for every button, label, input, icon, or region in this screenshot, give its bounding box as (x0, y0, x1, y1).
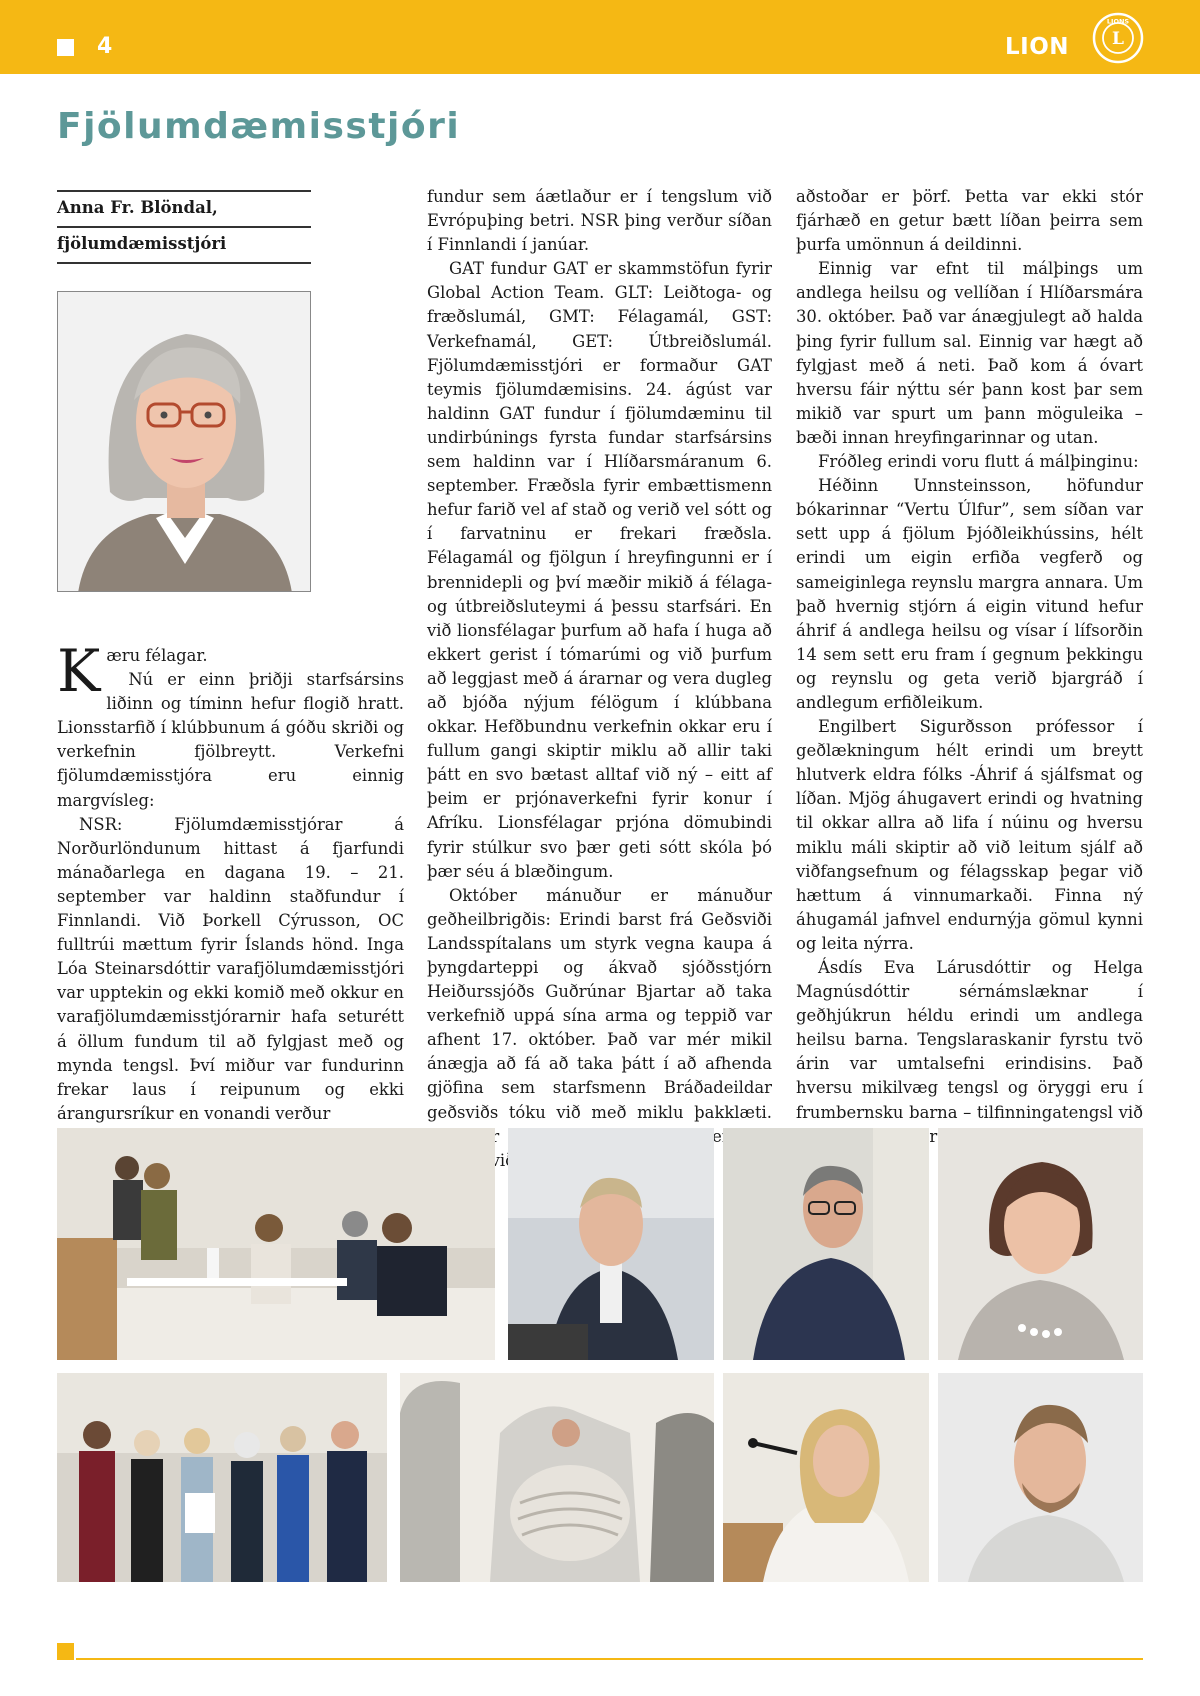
paragraph: Engilbert Sigurðsson prófessor í geðlækningum hélt erindi um breytt hlutverk eldra fólks -Áhrif á sjálfsmat og líðan. Mjög áhugavert erindi og hvatning til okkar allra að lifa í núinu og hversu miklu máli skiptir að við leitum sjálf að viðfangsefnum og félagsskap þegar við hættum á vinnumarkaði. Finna ný áhugamál jafnvel endurnýja gömul kynni og leita nýrra. (796, 717, 1143, 953)
photo-weighted-blanket (400, 1373, 714, 1582)
footer-rule (76, 1658, 1143, 1660)
paragraph: Einnig var efnt til málþings um andlega heilsu og vellíðan í Hlíðarsmára 30. október. Það var ánægjulegt að halda þing fyrir fullum sal. Einnig var hægt að fylgjast með á neti. Það kom á óvart hversu fáir nýttu sér þann kost þar sem mikið var spurt um þann möguleika – bæði innan hreyfingarinnar og utan. (796, 259, 1143, 447)
author-name: Anna Fr. Blöndal, (57, 198, 218, 217)
paragraph: Nú er einn þriðji starfsársins liðinn og tíminn hefur flogið hratt. Lionsstarfið í klúbbunum á góðu skriði og verkefnin fjölbreytt. Verkefni fjölumdæmisstjóra eru einnig margvísleg: (57, 670, 404, 810)
footer-square-marker (57, 1643, 74, 1660)
photo-man-with-glasses (723, 1128, 929, 1360)
header-square-marker (57, 39, 74, 56)
logo-ring-text: LIONS (1106, 17, 1130, 26)
paragraph: NSR: Fjölumdæmisstjórar á Norðurlöndunum hittast á fjarfundi mánaðarlega en dagana 19. – 21. september var haldinn staðfundur í Finnlandi. Við Þorkell Cýrusson, OC fulltrúi mættum fyrir Íslands hönd. Inga Lóa Steinarsdóttir varafjölumdæmisstjóri var upptekin og ekki komið með okkur en varafjölumdæmisstjórarnir hafa seturétt á öllum fundum til að fylgjast með og mynda tengsl. Því miður var fundurinn frekar laus í reipunum og ekki árangursríkur en vonandi verður (57, 814, 404, 1123)
photo-young-man (938, 1373, 1143, 1582)
lions-logo-icon (1092, 12, 1144, 64)
photo-panel-speakers (57, 1128, 495, 1360)
author-role: fjölumdæmisstjóri (57, 234, 227, 253)
photo-woman-speaking (723, 1373, 929, 1582)
photo-man-in-suit (508, 1128, 714, 1360)
paragraph: aðstoðar er þörf. Þetta var ekki stór fjárhæð en getur bætt líðan þeirra sem þurfa umönnun á deildinni. (796, 187, 1143, 255)
article-column-1 (57, 637, 404, 1126)
page-title: Fjölumdæmisstjóri (57, 106, 461, 147)
paragraph: Ásdís Eva Lárusdóttir og Helga Magnúsdóttir sérnámslæknar í geðhjúkrun héldu erindi um andlega heilsu barna. Tengslaraskanir fyrstu tvö árin var umtalsefni erindisins. Það hversu mikilvæg tengsl og öryggi eru í frumbernsku barna – tilfinningatengsl við (796, 958, 1143, 1122)
logo-letter: L (1112, 29, 1124, 49)
drop-cap: K (57, 637, 101, 705)
author-divider-bottom (57, 262, 311, 264)
photo-group-presentation (57, 1373, 387, 1582)
article-column-2 (427, 185, 772, 1173)
header-bar (0, 0, 1200, 74)
paragraph: GAT fundur GAT er skammstöfun fyrir Global Action Team. GLT: Leiðtoga- og fræðslumál, GMT: Félagamál, GST: Verkefnamál, GET: Útbreiðslumál. Fjölumdæmisstjóri er formaður GAT teymis fjölumdæmisins. 24. ágúst var haldinn GAT fundur í fjölumdæminu til undirbúnings fyrsta fundar starfsársins sem haldinn var í Hlíðarsmáranum 6. september. Fræðsla fyrir embættismenn hefur farið vel af stað og verið vel sótt og í farvatninu er frekari fræðsla. Félagamál og fjölgun í hreyfingunni er í brennidepli og því mæðir mikið á félaga- og útbreiðsluteymi á þessu starfsári. En við lionsfélagar þurfum að hafa í huga að ekkert gerist í tómarúmi og við þurfum að leggjast með á árarnar og vera dugleg að bjóða nýjum félögum í klúbbana okkar. Hefðbundnu verkefnin okkar eru í fullum gangi skiptir miklu að allir taki þátt en svo bætast alltaf við ný – eitt af þeim er prjónaverkefni fyrir konur í Afríku. Lionsfélagar prjóna dömubindi fyrir stúlkur svo þær geti sótt skóla þó þær séu á blæðingum. (427, 259, 772, 881)
paragraph: fundur sem áætlaður er í tengslum við Evrópuþing betri. NSR þing verður síðan í Finnlandi í janúar. (427, 187, 772, 255)
salutation-text: æru félagar. (106, 646, 208, 665)
photo-woman-listening (938, 1128, 1143, 1360)
paragraph: Fróðleg erindi voru flutt á málþinginu: (818, 452, 1139, 472)
author-portrait (57, 291, 311, 592)
paragraph: Október mánuður er mánuður geðheilbrigðis: Erindi barst frá Geðsviði Landsspítalans um styrk vegna kaupa á þyngdarteppi og ákvað sjóðsstjórn Heiðurssjóðs Guðrúnar Bjartar að taka verkefnið uppá sína arma og teppið var afhent 17. október. Það var mér mikil ánægja að fá að taka þátt í að afhenda gjöfina sem starfsmenn Bráðadeildar geðsviðs tóku við með miklu þakklæti. við (427, 885, 772, 1170)
paragraph: Héðinn Unnsteinsson, höfundur bókarinnar “Vertu Úlfur”, sem síðan var sett upp á fjölum Þjóðleikhússins, hélt erindi um eigin erfiða vegferð og sameiginlega reynslu margra annara. Um það hvernig stjórn á eigin vitund hefur áhrif á andlega heilsu og vísar í lífsorðin 14 sem sett eru fram í gegnum þekkingu og reynslu og geta verið bjargráð í andlegum erfiðleikum. (796, 476, 1143, 712)
article-column-3 (796, 185, 1143, 1173)
salutation-paragraph (57, 637, 404, 705)
author-box (57, 190, 311, 264)
magazine-name: LION (1005, 34, 1070, 60)
page-number: 4 (97, 34, 113, 59)
